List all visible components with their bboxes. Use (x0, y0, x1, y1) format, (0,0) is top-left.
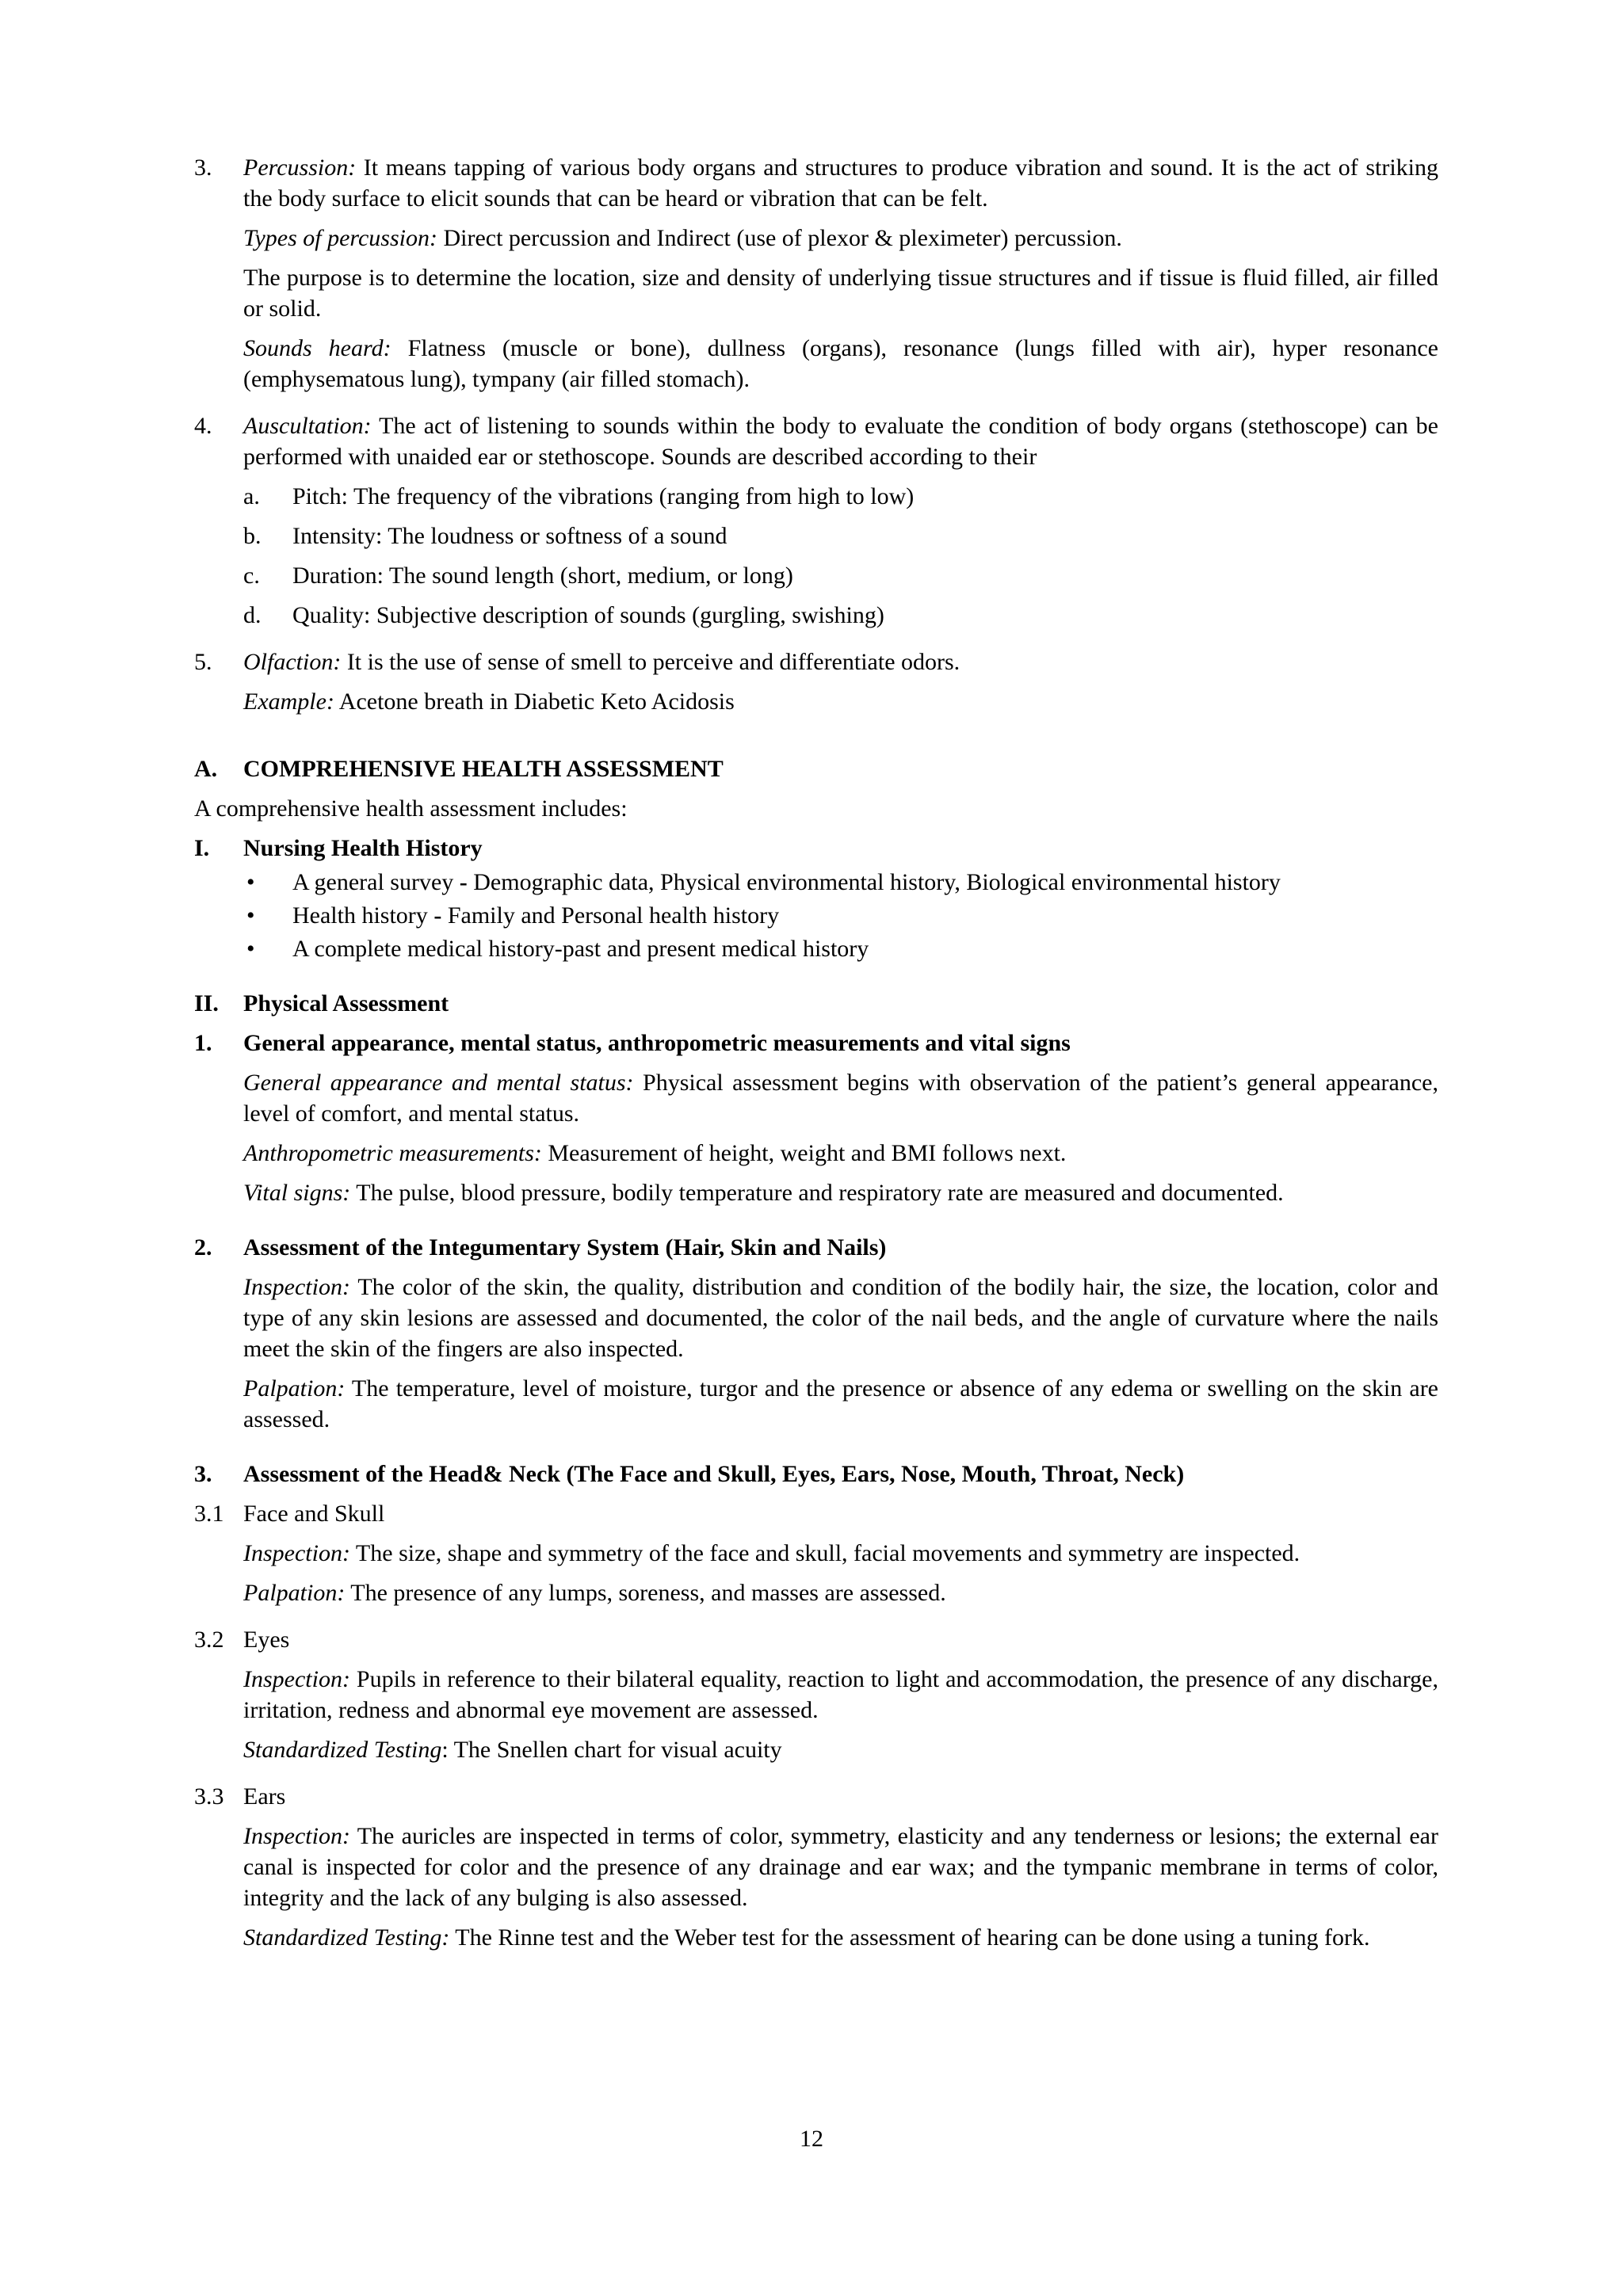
sub-item-letter: c. (243, 563, 260, 589)
list-item-auscultation (194, 410, 1438, 472)
general-appearance-text: General appearance and mental status: Physical assessment begins with observation of the patient’s general appearance, level of comfort, and mental status. (243, 1070, 1438, 1127)
percussion-definition (243, 152, 1438, 214)
item-number: 4. (194, 413, 212, 439)
term-text: Flatness (muscle or bone), dullness (organs), resonance (lungs filled with air), hyper resonance (emphysematous lung), tympany (air filled stomach). (243, 335, 1438, 392)
sub-item-pitch (194, 481, 1438, 512)
section-number: II. (194, 990, 219, 1016)
ears-inspection: Inspection: The auricles are inspected in terms of color, symmetry, elasticity and any tenderness or lesions; the external ear canal is inspected for color and the presence of any drainage and ear wax; and the tympanic membrane in terms of color, integrity and the lack of any bulging is also assessed. (243, 1823, 1438, 1911)
list-item: • A general survey - Demographic data, Physical environmental history, Biological environmental history (194, 867, 1438, 898)
term-text: Direct percussion and Indirect (use of plexor & pleximeter) percussion. (437, 225, 1122, 251)
page-number: 12 (800, 2126, 823, 2152)
subsection-eyes (194, 1624, 1438, 1765)
bullet-icon: • (246, 869, 255, 895)
sub-item-text: Pitch: The frequency of the vibrations (ranging from high to low) (292, 483, 915, 509)
term-text: The act of listening to sounds within the body to evaluate the condition of body organs (stethoscope) can be performed with unaided ear or stethoscope. Sounds are described according to their (243, 413, 1438, 470)
subsection-title: Ears (243, 1783, 286, 1810)
subsection-integumentary (194, 1232, 1438, 1435)
subsection-general-appearance (194, 1028, 1438, 1208)
list-item: • A complete medical history-past and present medical history (194, 933, 1438, 964)
bullet-icon: • (246, 902, 255, 929)
term-label: Types of percussion: (243, 225, 437, 251)
page-content (194, 152, 1438, 1953)
section-heading-a (194, 753, 1438, 784)
sub-item-duration (194, 560, 1438, 591)
subsection-face-skull (194, 1498, 1438, 1608)
term-label: Auscultation: (243, 413, 372, 439)
percussion-types (243, 223, 1438, 254)
subsection-number: 1. (194, 1030, 212, 1056)
percussion-purpose: The purpose is to determine the location, size and density of underlying tissue structures and if tissue is fluid filled, air filled or solid. (243, 265, 1438, 322)
olfaction-example (243, 686, 1438, 717)
section-number: I. (194, 835, 210, 861)
subsection-head-neck (194, 1459, 1438, 1489)
subsection-title: Assessment of the Integumentary System (Hair, Skin and Nails) (243, 1234, 887, 1261)
item-number: 3. (194, 154, 212, 181)
subsection-title: General appearance, mental status, anthropometric measurements and vital signs (243, 1030, 1071, 1056)
subsection-number: 2. (194, 1234, 212, 1261)
section-intro: A comprehensive health assessment includes: (194, 795, 628, 822)
term-label: Example: (243, 688, 334, 715)
section-number: A. (194, 756, 218, 782)
vital-signs-text: Vital signs: The pulse, blood pressure, bodily temperature and respiratory rate are measured and documented. (243, 1180, 1284, 1206)
sub-item-text: Quality: Subjective description of sounds (gurgling, swishing) (292, 602, 884, 628)
sub-item-letter: a. (243, 483, 260, 509)
ears-standardized-testing: Standardized Testing: The Rinne test and the Weber test for the assessment of hearing can be done using a tuning fork. (243, 1924, 1370, 1951)
anthropometric-text: Anthropometric measurements: Measurement of height, weight and BMI follows next. (243, 1140, 1067, 1166)
integumentary-inspection: Inspection: The color of the skin, the quality, distribution and condition of the bodily hair, the size, the location, color and type of any skin lesions are assessed and documented, the color of the nail beds, and the angle of curvature where the nails meet the skin of the fingers are also inspected. (243, 1274, 1438, 1362)
section-heading-ii (194, 988, 1438, 1019)
term-label: Olfaction: (243, 649, 342, 675)
sub-item-letter: d. (243, 602, 262, 628)
subsection-number: 3.2 (194, 1627, 224, 1653)
eyes-standardized-testing: Standardized Testing: The Snellen chart for visual acuity (243, 1737, 782, 1763)
section-title: Physical Assessment (243, 990, 449, 1016)
face-palpation: Palpation: The presence of any lumps, soreness, and masses are assessed. (243, 1580, 946, 1606)
eyes-inspection: Inspection: Pupils in reference to their bilateral equality, reaction to light and accommodation, the presence of any discharge, irritation, redness and abnormal eye movement are assessed. (243, 1666, 1438, 1723)
list-item-olfaction (194, 646, 1438, 717)
integumentary-palpation: Palpation: The temperature, level of moisture, turgor and the presence or absence of any edema or swelling on the skin are assessed. (243, 1375, 1438, 1432)
bullet-icon: • (246, 936, 255, 962)
sub-item-quality (194, 600, 1438, 631)
term-text: It is the use of sense of smell to perceive and differentiate odors. (341, 649, 960, 675)
section-heading-i (194, 833, 1438, 864)
list-item-percussion (194, 152, 1438, 395)
subsection-title: Eyes (243, 1627, 290, 1653)
sub-item-intensity (194, 521, 1438, 551)
sub-item-letter: b. (243, 523, 262, 549)
term-label: Percussion: (243, 154, 357, 181)
olfaction-definition (243, 646, 1438, 677)
item-number: 5. (194, 649, 212, 675)
term-text: It means tapping of various body organs and structures to produce vibration and sound. It is the act of striking the body surface to elicit sounds that can be heard or vibration that can be felt. (243, 154, 1438, 212)
section-title: Nursing Health History (243, 835, 483, 861)
subsection-ears (194, 1781, 1438, 1953)
subsection-title: Assessment of the Head& Neck (The Face and Skull, Eyes, Ears, Nose, Mouth, Throat, Neck) (243, 1461, 1185, 1487)
sub-item-text: Intensity: The loudness or softness of a sound (292, 523, 727, 549)
sub-item-text: Duration: The sound length (short, medium, or long) (292, 563, 793, 589)
list-item: • Health history - Family and Personal health history (194, 900, 1438, 931)
subsection-number: 3.1 (194, 1501, 224, 1527)
percussion-sounds (243, 333, 1438, 395)
term-label: Sounds heard: (243, 335, 391, 361)
auscultation-definition (243, 410, 1438, 472)
section-title: COMPREHENSIVE HEALTH ASSESSMENT (243, 756, 724, 782)
subsection-title: Face and Skull (243, 1501, 385, 1527)
term-text: Acetone breath in Diabetic Keto Acidosis (334, 688, 735, 715)
subsection-number: 3. (194, 1461, 212, 1487)
bullet-list (194, 867, 1438, 964)
face-inspection: Inspection: The size, shape and symmetry of the face and skull, facial movements and symmetry are inspected. (243, 1540, 1300, 1566)
subsection-number: 3.3 (194, 1783, 224, 1810)
